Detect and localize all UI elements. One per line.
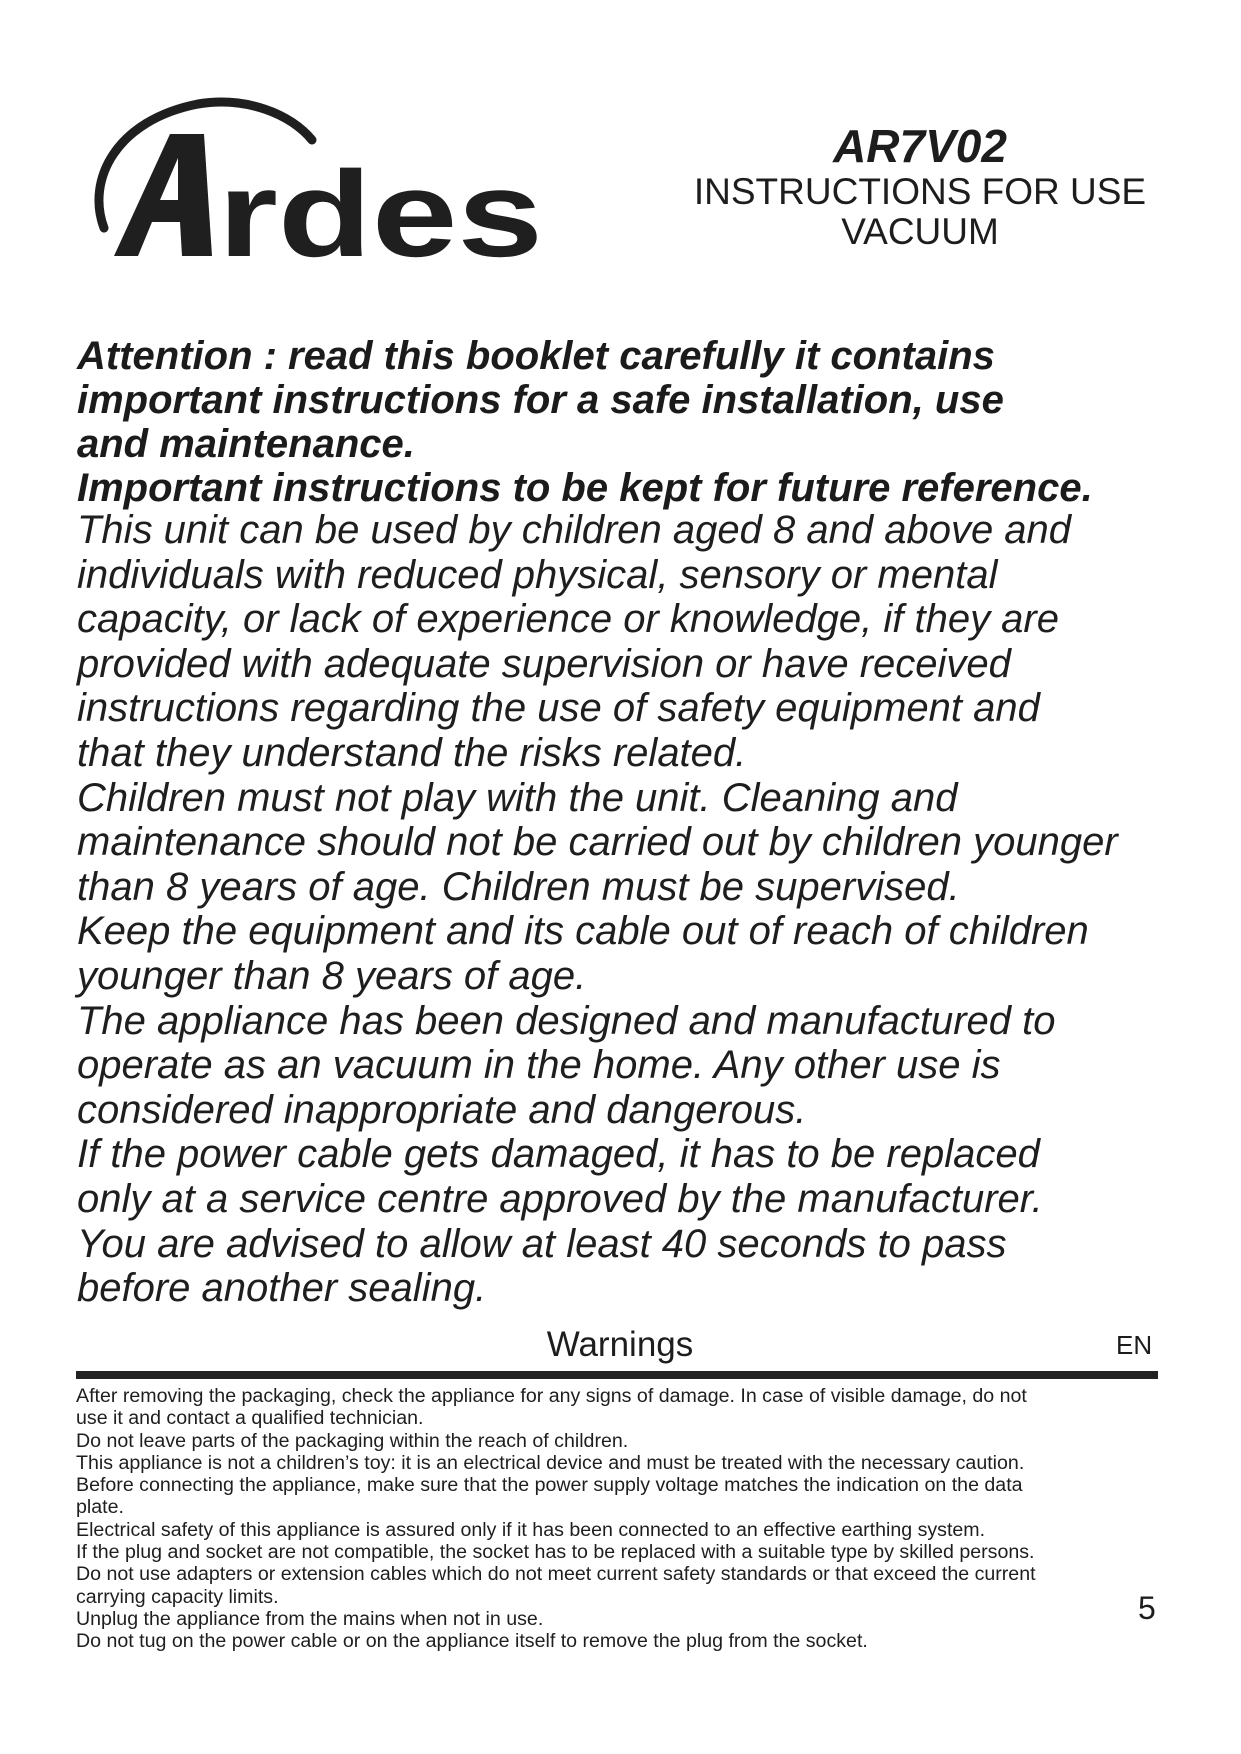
body-line: The appliance has been designed and manufactured to <box>77 998 1056 1043</box>
attention-line: and maintenance. <box>77 422 415 466</box>
warning-line: Do not tug on the power cable or on the appliance itself to remove the plug from the socket. <box>76 1630 868 1653</box>
body-line: This unit can be used by children aged 8 and above and <box>77 508 1072 552</box>
warning-line: Electrical safety of this appliance is assured only if it has been connected to an effective earthing system. <box>76 1518 986 1541</box>
warning-line: After removing the packaging, check the appliance for any signs of damage. In case of visible damage, do not <box>76 1385 1027 1407</box>
body-line: individuals with reduced physical, sensory or mental <box>77 552 998 597</box>
section-divider <box>76 1371 1158 1379</box>
body-line: maintenance should not be carried out by children younger <box>77 820 1118 865</box>
warnings-list <box>76 1385 1186 1653</box>
body-line: provided with adequate supervision or have received <box>77 641 1011 686</box>
warning-line: Before connecting the appliance, make sure that the power supply voltage matches the indication on the data <box>76 1474 1023 1497</box>
ardes-logo-graphic <box>86 96 546 276</box>
subtitle-product: VACUUM <box>841 211 999 252</box>
warning-line: If the plug and socket are not compatible, the socket has to be replaced with a suitable type by skilled persons. <box>76 1541 1035 1564</box>
body-line: capacity, or lack of experience or knowledge, if they are <box>77 597 1059 642</box>
page-number: 5 <box>1138 1590 1156 1626</box>
body-line: Children must not play with the unit. Cleaning and <box>77 775 958 820</box>
model-number: AR7V02 <box>833 120 1007 172</box>
document-header <box>640 120 1200 252</box>
warning-line: Do not use adapters or extension cables which do not meet current safety standards or that exceed the current <box>76 1563 1036 1586</box>
body-line: If the power cable gets damaged, it has to be replaced <box>77 1132 1040 1177</box>
body-line: considered inappropriate and dangerous. <box>77 1087 807 1132</box>
svg-text:rdes: rdes <box>218 146 543 276</box>
safety-body-text <box>77 508 1207 1311</box>
body-line: operate as an vacuum in the home. Any other use is <box>77 1043 1001 1088</box>
attention-line: important instructions for a safe installation, use <box>77 378 1004 422</box>
warning-line: Unplug the appliance from the mains when not in use. <box>76 1607 544 1630</box>
body-line: instructions regarding the use of safety equipment and <box>77 686 1040 731</box>
warning-line: carrying capacity limits. <box>76 1585 279 1608</box>
body-line: younger than 8 years of age. <box>77 953 587 998</box>
important-reference-line: Important instructions to be kept for future reference. <box>77 466 1093 510</box>
body-line: Keep the equipment and its cable out of reach of children <box>77 909 1089 954</box>
warning-line: Do not leave parts of the packaging within the reach of children. <box>76 1429 629 1452</box>
warning-line: plate. <box>76 1496 124 1519</box>
body-line: You are advised to allow at least 40 seconds to pass <box>77 1221 1007 1266</box>
body-line: than 8 years of age. Children must be supervised. <box>77 864 960 909</box>
body-line: that they understand the risks related. <box>77 730 747 775</box>
ardes-logo <box>86 96 546 276</box>
subtitle-instructions: INSTRUCTIONS FOR USE <box>693 171 1147 212</box>
attention-block <box>77 334 1207 510</box>
warnings-heading: Warnings <box>546 1325 694 1364</box>
warning-line: use it and contact a qualified technician. <box>76 1407 424 1430</box>
warning-line: This appliance is not a children’s toy: it is an electrical device and must be treated with the necessary caution. <box>76 1451 1025 1474</box>
attention-line: Attention : read this booklet carefully it contains <box>77 334 995 378</box>
body-line: only at a service centre approved by the manufacturer. <box>77 1176 1043 1221</box>
language-code: EN <box>1116 1330 1153 1360</box>
body-line: before another sealing. <box>77 1266 487 1311</box>
